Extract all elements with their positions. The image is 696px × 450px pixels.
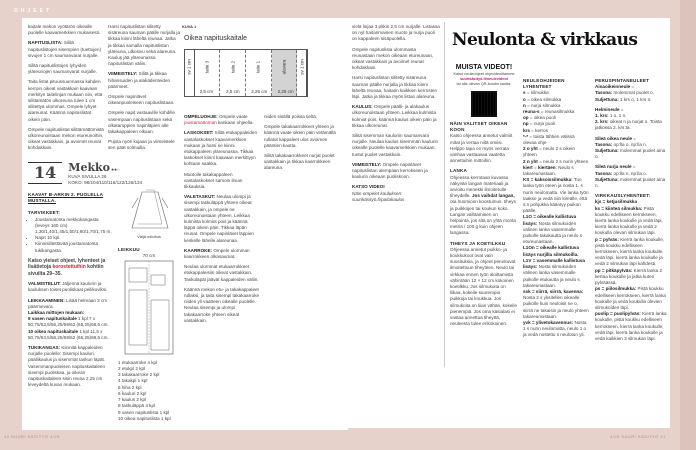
figure-napituskaitale — [182, 24, 342, 95]
paragraph: Ompele napit vastaaville kohdille vasempaan napituslistaan sekä olkatamppien napinläpien alle takakappaleen olkaan. — [108, 110, 175, 135]
paragraph: Ompele takakaarrokkeet yhteen ja käännä vaate oikein päin vetämällä rullatut kappaleet ulos avoimen pääntien kautta. — [264, 124, 336, 148]
column-divider — [444, 22, 445, 367]
paragraph: Ompele napituslistat silittämättömistä ulkoreunoistaan mekon etureunoihin, oikeat vastakkain, ja avoimet reunat kohdakkain. — [28, 126, 104, 151]
abbr-item: L1O = oikealle kallistuva lisäys: Nosta silmukoiden välinen lanka vasemmalle puikolle takakautta ja neulo s etureunastaan. — [523, 214, 582, 245]
paragraph: Neulaa ulommat etukaarrokkeet etukappaleisiin oikeat vastakkain. Taskuläpät jäävät kappaleiden väliin. — [184, 264, 259, 282]
pattern-right — [118, 188, 180, 422]
piece-item: 7 kaulus 2 kpl — [118, 397, 147, 403]
crochet-item: ks = kiinteä silmukka: Pistä koukku edelliseen kerrokseen, kierrä lanka koukulle ja vedä läpi, kierrä lanka koukulle ja vedä 2 koukulla olevan silmukan läpi. — [595, 205, 663, 236]
stitch-item: Suljettuna: 1 krs o, 1 krs n. — [595, 96, 652, 102]
figure-label: KUVA 1 — [182, 24, 197, 29]
right-column-videos — [450, 64, 518, 332]
abbr-item: ssk = siirrä, siirrä, kavenna: Nosta 2 s yksitellen oikealle puikolle kuin neuloisit ne o, siirrä ne takaisin ja neulo yhteen takareunoistaan. — [523, 288, 589, 319]
figure-dimensions — [184, 89, 308, 95]
layout-label: LEIKKUU — [118, 247, 140, 253]
paragraph: Harsi napituslistan silitetty sisäreuna sauman päälle nurjalla ja tikkaa kiinni läheltä reunaa, haitarin kaikkien kerrosten läpi. Jatka ja tikkaa myös listan alareuna. — [352, 75, 438, 100]
paragraph: Harsi napituslistan silitetty sisäreuna sauman päälle nurjalla ja tikkaa kiinni läheltä reunaa. Jatka ja tikkaa samalla napituslistan yläreuna, ulkosivu sekä alareuna. Kauluş jää yläreunassa napituslistan väliin. — [108, 24, 181, 67]
abbr-item: KS = kaksoissilmukka: Tuo lanka työn eteen ja nosta 1. s nurin neulomatta. Vie lanka työn taakse ja vedä niin kireälle, että s:n pohjukka kääntyy puikon päälle. — [523, 177, 589, 214]
cut-item: 9 vasen napituskaitale 1 kpl 7 x 50,75/53,5/56,25/59/62 (65,25)68,5 cm. — [28, 316, 109, 328]
stitch-item: Sileä oikea neule = — [595, 135, 636, 141]
left-top-row — [28, 24, 180, 156]
right-column-continuation — [352, 24, 440, 203]
crochet-item: kjs = ketjusilmukka — [595, 199, 638, 205]
stitch-item: Sileä nurja neule = — [595, 164, 636, 170]
abbr-item: L1On = oikealle kallistuva lisäys nurjilla silmukoilla. — [523, 245, 580, 257]
crochet-item: puolip = puolipylväs: Kierrä lanka koukulle, pistä koukku edelliseen kerrokseen, kierrä lanka koukulle, vedä läpi, kierrä lanka koukulle ja vedä kaikkien 3 silmukan läpi. — [595, 311, 667, 341]
abbr-item: reuna-s = reunasilmukka — [523, 109, 575, 115]
pattern-left — [28, 188, 114, 388]
figure-cell: sv 1 cm — [297, 50, 307, 96]
stitch-item: Suljettuna: molemmat puolet aina n. — [595, 176, 666, 189]
figure-cell: taite 3 — [195, 50, 221, 96]
paragraph: Silitä sisemman kauluriin saumanvara nurjalle. Neulaa kaulus sisemmän kaulurin oikealle puolelle kaavamerkkien mukaan, tuetut puolet vastakkain. — [352, 133, 439, 157]
figure-cell: sv 1 cm — [185, 50, 195, 96]
layout-width: 70 cm — [142, 253, 156, 259]
prep-note: VALMISTELUT: Jäljennä kaulurin ja kauluksen toiset puoliskaat peilikuviksi. — [28, 281, 108, 293]
abbr-item: kiert = kiertäen: Neulo s takareunastaan. — [523, 164, 574, 177]
stitches-heading: PERUSPINTANEULEET — [595, 78, 650, 83]
abbr-item: n = nurja silmukka — [523, 102, 561, 108]
stitch-item: Tasona: op:lla n, np:lla o. — [595, 170, 648, 176]
abbr-item: 2 o yht = neulo 2 s oikein yhteen — [523, 146, 575, 158]
stitch-item: Tasona: molemmat puolet o. — [595, 90, 654, 96]
paragraph: vielä linjaa 3 pitkin 2,5 cm nurjalle. Listassa on nyt haitarimainen muoto ja nurja puoli on kappaleen sisäpuolella. — [352, 24, 440, 42]
paragraph: Taita listat pituussuunnassa kahden kerroin oikeat vastakkain kaavaan merkityn taitelinjan mukaan niin, että silittämätön ulkoreuna tulee 1 cm silitettyä ulommas. Ompele lyhyet alareunat. Käännä napituslistat oikein päin. — [28, 79, 103, 122]
right-column-abbreviations — [523, 78, 589, 339]
side-strip — [680, 0, 696, 450]
section-tag: OHJEET — [14, 8, 53, 14]
abbr-item: yvk = ylivetokavennus: Nosta 1 s nurin neulomatta, neulo 1 o ja vedä nostettu s neulotun yli. — [523, 319, 587, 338]
cut-title: Laikkaa mittojen mukaan: — [28, 309, 85, 315]
paragraph: VALETASKUT: Neulaa ulompi ja sisempi taskuläppä yhteen oikeat vastakkain, ja ompele ne ulkoreunoistaan yhteen. Leikkaa kulmista kolmiot pois ja käännä läppä oikein päin. Tikkaa läpän reunat. Ompele napinlävet läppien keskelle lähelle alareunaa. — [184, 194, 254, 243]
left-flow — [28, 24, 180, 422]
pieces-list — [118, 360, 180, 422]
piece-item: 10 oikea napituslista 1 kpl — [118, 415, 171, 421]
videos-heading: MUISTA VIDEOT! — [455, 64, 513, 71]
paragraph: LASKOKSET: Silitä etukappaleiden vastalaskokset kaavamerkkien mukaan ja harsi ne kiinni etukappaleen yläreunassa. Tikkaa laskokset kiinni kaavaan merkittyyn kohtaan saakka. — [184, 130, 258, 167]
stitch-item: 2. krs: oikeat n ja nurjat o. Toista jatkossa 2. krs:ta. — [595, 119, 662, 131]
paragraph: KAARROKE: Ompele ulomman kaarrokkeen olkasaumat. — [184, 247, 250, 260]
stitch-item: Helmineule = — [595, 106, 624, 112]
paragraph: niiden sisällä poissa tieltä. — [264, 114, 318, 119]
section-heading: LANKA — [450, 168, 468, 174]
crochet-item: pp = pitkäpylväs: Kierrä lanka 2 kertaa koukulle ja jatka kuten pylväässä. — [595, 267, 663, 286]
footer-left: 40 SUURI KÄSITYÖ 4/25 — [4, 434, 60, 439]
section-text: Ohjeessa annetut puikko- ja koukkukoot ovat vain suosituksia, ja ohjeet perustuvat ilmoitettuun tiheyteen. Neulo tai virkkaa ennen työn aloittamista vähintään 12 × 12 cm kokoinen koetilkku. Jos silmukoita on liikaa, kokeile suurempia puikkoja tai koukkua. Jos silmukoita on liian vähän, kokeile pienempiä. Jos oma käsialasi ei vastaa annettua tiheyttä, neuleesta tulee erikokoinen. — [450, 246, 517, 327]
abbr-item: op = oikea puoli — [523, 115, 556, 121]
crochet-item: p = pylväs: Kierrä lanka koukulle, pistä koukku edelliseen kerrokseen, kierrä lanka koukulle, vedä läpi, kierrä lanka koukulle ja vedä 2 silmukan läpi kahdesti. — [595, 236, 665, 267]
allowance-note: LEIKKAAMINEN: Lisää helmaan 3 cm päärmevara. — [28, 297, 108, 309]
paragraph: Ompele napinlävet oikeanpuoleiseen napituslistaan. — [108, 94, 175, 106]
crochet-item: ps = piilosilmukka: Pistä koukku edelliseen kerrokseen, kierrä lanka koukulle ja vedä koukulla olevien silmukoiden läpi. — [595, 286, 666, 310]
section-heading: TIHEYS JA KOETILKKU — [450, 240, 506, 246]
piece-item: 6 kauluri 2 kpl — [118, 390, 147, 396]
figure-cell: taite 1 — [246, 50, 272, 96]
paragraph: Pujota nyöri kujaan ja viimeistele sen päät solmuilla. — [108, 139, 175, 151]
cut-item: 10 oikea napituskaitale 1 kpl 11,5 x 50,75/53,5/56,25/59/62 (65,25)68,5 cm. — [28, 328, 109, 340]
piece-item: 8 taskuläppä 4 kpl — [118, 403, 156, 409]
abbr-item: s = silmukka — [523, 90, 549, 96]
left-column-1 — [28, 24, 104, 156]
stitch-item: 1. krs: 1 o, 1 n. — [595, 113, 627, 119]
section-text: Katso ohjeessa annetut valmiit mitat ja vertaa niitä omiisi. Helppo tapa on myös verrata vanhaa vastaavaa vaatetta annettuihin mittoihin. — [450, 133, 513, 164]
left-column-2 — [108, 24, 180, 156]
abbr-item: krs = kerros — [523, 127, 548, 133]
crochet-heading: VIRKKAUSLYHENTEET: — [595, 193, 651, 199]
section-heading: NÄIN VALITSET OIKEAN KOON — [450, 121, 508, 133]
supplies-list — [35, 217, 114, 254]
paragraph: Silitä takakaarrokkeet nurjat puolet vastakkain ja tikkaa kaarrokkeen alareuna. — [264, 153, 335, 171]
paragraph: Muotoile takakappaleen vastalaskokset samoin ilman tikkauksia. — [184, 171, 243, 190]
supply-item: • Kiinnisilitettävää joustamatonta tukikangasta. — [35, 241, 114, 253]
paragraph: VIIMEISTELY: Silitä ja tikkaa hihansuiden ja alakädenteiden päärmeet. — [108, 71, 171, 89]
abbr-item: *-* = toista tähtien välissä olevaa ohje — [523, 133, 575, 146]
paragraph: Ompele napituslista ulommasta reunastaan mekon oikeaan etureunaan, oikeat vastakkain ja avoimet reunat kohdakkain. — [352, 46, 434, 71]
abbr-item: np = nurja puoli — [523, 121, 556, 127]
paragraph: KAULUS: Ompele päälli- ja alakaulus ulkoreunoistaan yhteen. Leikkaa kulmista kolmiot pois, käännä kaulus oikein päin ja tikkaa ulkoreunat. — [352, 104, 437, 128]
paragraph: VIIMEISTELY: Ompele napinlävet napituslistan alempaan kerrokseen ja kaulurin oikeaan puoliskoon. — [352, 161, 428, 180]
paragraph: NAPITUSLISTA: Silitä napituslistojen sisempien (tuettujen) sivujen 1 cm saumanvarat nurjalle. — [28, 40, 102, 58]
supply-item: • Napit 10 kpl. — [35, 235, 114, 241]
abbr-item: L1V = vasemmalle kallistuva lisäys: Nosta silmukoiden välinen lanka vasemmalle puikolle etukautta ja neulo s takareunastaan. — [523, 257, 585, 288]
piece-item: 4 takakpl 1 kpl — [118, 378, 148, 384]
paragraph: kaitale mekon vyötärön oikealle puolelle kaavamerkkien mukaisesti. — [28, 24, 101, 36]
pattern-block — [28, 162, 180, 422]
dress-illustration — [128, 188, 180, 234]
piece-item: 5 hiha 2 kpl — [118, 384, 142, 390]
piece-item: 2 etukpl 2 kpl — [118, 366, 146, 372]
right-column-stitches — [595, 78, 667, 342]
interfacing-note: TUKIKANGAS: Kiinnitä kappaleiden nurjalle puolelle: Sisempi kauluri, päällikaulus ja sisemmät taskun läpät. Vasemmanpuoleisen napituskaitaleen sisempi puoliskaa, ja oikean napituskaitaleen sisin reuna 2,25 cm leveydeltä kuvan mukaan. — [28, 344, 106, 388]
figure-title: Oikea napituskaitale — [184, 35, 248, 42]
left-column-4 — [264, 114, 342, 176]
left-column-3 — [184, 114, 260, 328]
figure-dimension: 2,5 cm — [226, 89, 240, 94]
layout-diagram — [124, 260, 180, 357]
paragraph: Käännä mekon etu- ja takakappaleet rullaksi, ja taita sisempi takakaarroke niiden yli vaatteen oikealle puolelle. Neulaa sisempi ja ulompi takakaarroke yhteen oikeat vastakkain. — [184, 286, 260, 323]
section-text: Ohjeessa kerrotaan kuvassa näkyvän langan materiaali ja arvioitu menekki ilmoitetulle tiheydelle. Jos vaihdat langan, ota huomioon koostumus, tiheys ja puikkojen tai koukun koko. Langan vaihtaminen on helpointa, jos sitä on yhtä monta metriä / 100 g kuin ohjeen langassa. — [450, 174, 516, 236]
pattern-row — [28, 188, 180, 422]
page-title: Neulonta & virkkaus — [452, 30, 638, 50]
figure-dimension: 2,25 cm — [277, 89, 294, 94]
qr-code — [471, 91, 497, 117]
abbr-item: o = oikea silmukka — [523, 96, 562, 102]
illustration-caption: Väljä mitoitus — [137, 234, 161, 240]
supply-item: • Joustamatonta mekkokangasta (leveys 160 cm) 1,30/1,40/1,45/1,50/1,60/1,70/1,75 m. — [35, 217, 114, 236]
figure-dimension: 2,5 cm — [199, 89, 214, 94]
video-tip: KATSO VIDEO! Näin ompelet kauluksen: suurikäsityö.fi/paitakaulus — [352, 184, 405, 202]
paragraph: OMPELUOHJE: Ompele vaate joustamattoman kankaan ohjeella. — [184, 114, 254, 126]
figure-cell: taite 2 — [220, 50, 246, 96]
figure-dimension: 2,25 cm — [251, 89, 268, 94]
pattern-sheet: KAAVAT B-ARKIN 2. PUOLELLA MUSTALLA. — [28, 192, 104, 204]
stitch-item: Suljettuna: molemmat puolet aina o. — [595, 148, 666, 160]
paragraph: Silitä napituslistojen lyhyiden yläreunojen saumanvarat nurjalle. — [28, 63, 97, 75]
abbr-item: 2 n yht = neulo 2 s nurin yhteen — [523, 158, 589, 164]
figure-cell: alavara — [272, 50, 298, 96]
stitch-item: Ainaoikeinneule = — [595, 84, 635, 90]
piece-item: 1 etukaarroke 4 kpl — [118, 359, 158, 365]
pattern-header: 14 Mekko ●●○ KUVA SIVULLA 26 KOKO: 98/104/110/116/122/128/134 — [28, 162, 180, 186]
piece-item: 9 vasen napituslista 1 kpl — [118, 409, 170, 415]
abbr-heading: NEULEOHJEIDEN LYHENTEET — [523, 78, 565, 90]
piece-item: 3 takakaarroke 2 kpl — [118, 372, 160, 378]
videos-text: Katso neuleohjeet ohjevideoiltamme suurikäsityö.fi/neulevideot tai alla olevan QR-koodin kautta. — [453, 72, 515, 86]
stitch-item: Tasona: op:lla o, np:lla n. — [595, 141, 648, 147]
footer-right: 4/25 SUURI KÄSITYÖ 41 — [610, 434, 666, 439]
supplies-title: TARVIKKEET: — [28, 210, 61, 216]
general-note: Katso yleiset ohjeet, lyhenteet ja lisätietoja korostettuihin kohtiin sivuilta 29–35. — [28, 257, 106, 277]
